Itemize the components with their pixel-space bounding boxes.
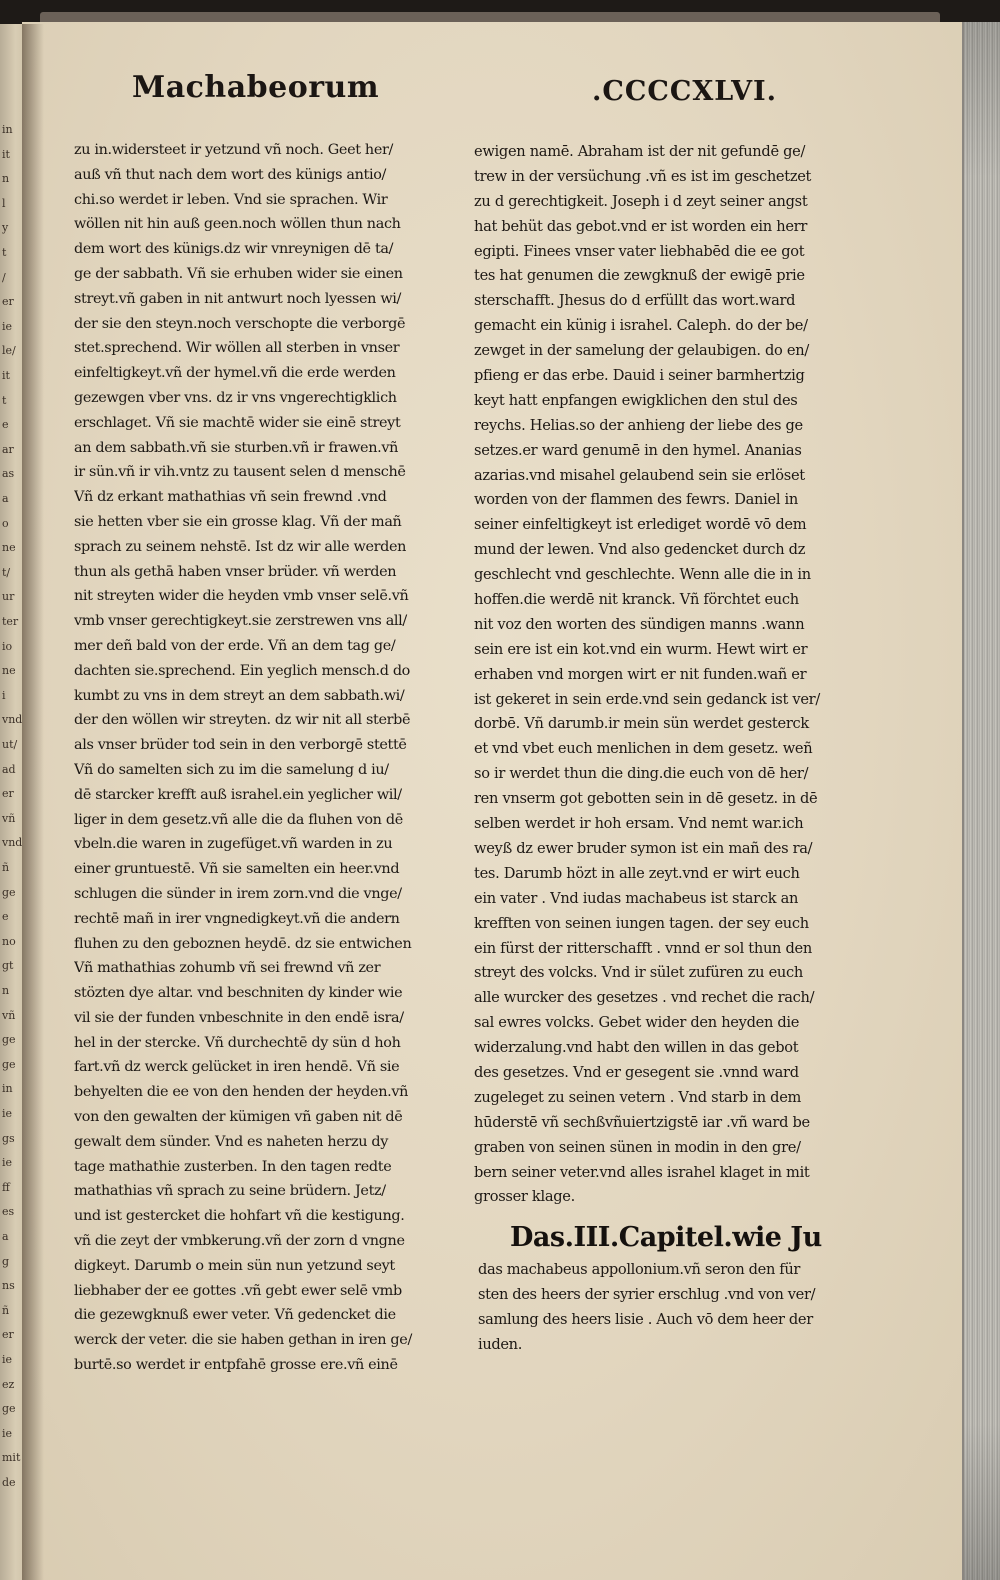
- left-page-fragment: ie: [2, 1107, 13, 1120]
- text-line: ist gekeret in sein erde.vnd sein gedanck ist ver/: [474, 690, 820, 708]
- text-line: liger in dem gesetz.vñ alle die da fluhen von dē: [74, 811, 403, 828]
- text-line: nit voz den worten des sündigen manns .wann: [474, 615, 805, 633]
- text-line: grosser klage.: [474, 1188, 575, 1206]
- text-line: und ist gestercket die hohfart vñ die kestigung.: [74, 1208, 405, 1225]
- text-line: rechtē mañ in irer vngnedigkeyt.vñ die andern: [74, 910, 400, 927]
- text-line: dachten sie.sprechend. Ein yeglich mensch.d do: [74, 662, 411, 679]
- text-line: graben von seinen sünen in modin in den gre/: [474, 1138, 801, 1156]
- text-line: ren vnserm got gebotten sein in dē gesetz. in dē: [474, 790, 818, 808]
- text-line: so ir werdet thun die ding.die euch von dē her/: [474, 765, 809, 783]
- left-page-fragment: gs: [2, 1131, 15, 1145]
- text-line: seiner einfeltigkeyt ist erlediget wordē vō dem: [474, 516, 807, 534]
- left-page-fragment: io: [2, 639, 13, 653]
- text-line: zu in.widersteet ir yetzund vñ noch. Geet her/: [74, 142, 394, 158]
- left-page-fragment: vnd: [2, 713, 23, 727]
- text-line: sterschafft. Jhesus do d erfüllt das wort.ward: [474, 292, 796, 310]
- text-line: bern seiner veter.vnd alles israhel klaget in mit: [474, 1163, 810, 1181]
- text-line: sein ere ist ein kot.vnd ein wurm. Hewt wirt er: [474, 640, 808, 658]
- text-line: wöllen nit hin auß geen.noch wöllen thun nach: [74, 216, 401, 233]
- text-line: iuden.: [478, 1335, 522, 1353]
- text-line: vbeln.die waren in zugefüget.vñ warden in zu: [74, 836, 393, 853]
- left-page-fragment: ff: [2, 1180, 10, 1194]
- text-line: behyelten die ee von den henden der heyden.vñ: [74, 1084, 409, 1101]
- text-line: das machabeus appollonium.vñ seron den für: [478, 1261, 801, 1278]
- left-page-fragment: l: [2, 196, 6, 210]
- text-line: vil sie der funden vnbeschnite in den endē isra/: [74, 1009, 404, 1026]
- left-page-fragment: t/: [2, 565, 11, 579]
- left-page-fragment: in: [2, 123, 13, 136]
- left-text-column: [74, 138, 414, 1378]
- text-line: krefften von seinen iungen tagen. der sey euch: [474, 914, 809, 932]
- left-page-fragment: de: [2, 1476, 16, 1489]
- text-line: des gesetzes. Vnd er gesegent sie .vnnd ward: [474, 1063, 799, 1081]
- text-line: gewalt dem sünder. Vnd es naheten herzu dy: [74, 1133, 389, 1150]
- left-page-fragment: it: [2, 147, 10, 161]
- text-line: hel in der stercke. Vñ durchechtē dy sün d hoh: [74, 1034, 401, 1051]
- text-line: kumbt zu vns in dem streyt an dem sabbath.wi/: [74, 687, 405, 704]
- text-line: sie hetten vber sie ein grosse klag. Vñ der mañ: [74, 513, 402, 530]
- running-title: Machabeorum: [132, 70, 380, 105]
- text-line: keyt hatt enpfangen ewigklichen den stul des: [474, 391, 798, 409]
- text-line: Vñ do samelten sich zu im die samelung d iu/: [74, 761, 389, 778]
- left-page-fragment: mit: [2, 1451, 21, 1465]
- left-page-fragment: ut/: [2, 738, 18, 751]
- chapter-summary: [478, 1258, 838, 1358]
- left-page-fragment: ie: [2, 319, 13, 333]
- left-page-fragment: ge: [2, 1033, 16, 1047]
- text-line: geschlecht vnd geschlechte. Wenn alle die in in: [474, 566, 811, 584]
- left-page-fragment: ge: [2, 1057, 16, 1071]
- left-page-fragment: le/: [2, 344, 16, 358]
- left-page-fragment: ne: [2, 541, 16, 555]
- left-page-fragment: ar: [2, 442, 14, 456]
- left-page-fragment: gt: [2, 959, 14, 973]
- text-line: selben werdet ir hoh ersam. Vnd nemt war.ich: [474, 815, 804, 833]
- left-page-fragment: ie: [2, 1156, 13, 1170]
- left-page-fragment: es: [2, 1205, 15, 1219]
- text-line: stet.sprechend. Wir wöllen all sterben in vnser: [74, 340, 400, 357]
- left-page-fragment: ñ: [2, 1303, 10, 1317]
- text-line: weyß dz ewer bruder symon ist ein mañ des ra/: [474, 839, 813, 857]
- left-page-fragment: a: [2, 1230, 9, 1243]
- text-line: nit streyten wider die heyden vmb vnser selē.vñ: [74, 588, 409, 605]
- left-page-fragment: ur: [2, 590, 15, 604]
- left-page-fragment: no: [2, 934, 16, 948]
- left-page-fragment: ie: [2, 1426, 13, 1440]
- text-line: hūderstē vñ sechßvñuiertzigstē iar .vñ ward be: [474, 1113, 810, 1131]
- text-line: digkeyt. Darumb o mein sün nun yetzund seyt: [74, 1257, 395, 1274]
- folio-number: .CCCCXLVI.: [592, 76, 778, 107]
- text-line: sal ewres volcks. Gebet wider den heyden die: [474, 1014, 800, 1032]
- text-line: mund der lewen. Vnd also gedencket durch dz: [474, 541, 806, 559]
- left-page-fragment: n: [2, 172, 10, 186]
- left-page-fragment: ns: [2, 1279, 15, 1293]
- book-top-edge: [0, 0, 1000, 24]
- text-line: worden von der flammen des fewrs. Daniel in: [474, 491, 799, 509]
- text-line: streyt.vñ gaben in nit antwurt noch lyessen wi/: [74, 290, 402, 307]
- text-line: einer gruntuestē. Vñ sie samelten ein heer.vnd: [74, 861, 400, 878]
- left-page-fragment: ne: [2, 664, 16, 678]
- text-line: gezewgen vber vns. dz ir vns vngerechtigklich: [74, 389, 397, 406]
- text-line: vñ die zeyt der vmbkerung.vñ der zorn d vngne: [74, 1233, 405, 1250]
- left-page-fragment: ez: [2, 1377, 15, 1391]
- text-line: die gezewgknuß ewer veter. Vñ gedencket die: [74, 1307, 396, 1324]
- text-line: zu d gerechtigkeit. Joseph i d zeyt seiner angst: [474, 192, 808, 210]
- left-page-fragment: i: [2, 688, 6, 702]
- left-page-fragment: g: [2, 1254, 10, 1268]
- text-line: samlung des heers lisie . Auch vō dem heer der: [478, 1310, 813, 1328]
- text-line: reychs. Helias.so der anhieng der liebe des ge: [474, 416, 803, 434]
- text-line: von den gewalten der kümigen vñ gaben nit dē: [74, 1109, 403, 1126]
- page-edges: [962, 22, 1000, 1580]
- left-page-fragment: y: [2, 221, 9, 235]
- right-text-column: [474, 140, 844, 1210]
- text-line: egipti. Finees vnser vater liebhabēd die ee got: [474, 242, 805, 260]
- text-line: tage mathathie zusterben. In den tagen redte: [74, 1158, 392, 1175]
- text-line: dorbē. Vñ darumb.ir mein sün werdet gesterck: [474, 715, 809, 733]
- left-page-fragment: er: [2, 787, 14, 801]
- text-line: als vnser brüder tod sein in den verborgē stettē: [74, 737, 407, 754]
- left-page-fragment: e: [2, 910, 9, 924]
- text-line: stözten dye altar. vnd beschniten dy kinder wie: [74, 985, 403, 1002]
- left-page-fragment: as: [2, 467, 15, 481]
- left-page-fragment: ñ: [2, 861, 10, 874]
- text-line: zewget in der samelung der gelaubigen. do en/: [474, 342, 809, 360]
- text-line: thun als gethā haben vnser brüder. vñ werden: [74, 563, 397, 580]
- left-page-fragment: ie: [2, 1353, 13, 1366]
- text-line: der den wöllen wir streyten. dz wir nit all sterbē: [74, 712, 411, 729]
- left-page-fragment: it: [2, 369, 10, 382]
- text-line: dem wort des künigs.dz wir vnreynigen dē ta/: [74, 241, 394, 258]
- text-line: liebhaber der ee gottes .vñ gebt ewer selē vmb: [74, 1282, 402, 1299]
- text-line: widerzalung.vnd habt den willen in das gebot: [474, 1039, 799, 1057]
- text-line: erhaben vnd morgen wirt er nit funden.wañ er: [474, 665, 807, 683]
- text-line: Vñ mathathias zohumb vñ sei frewnd vñ zer: [74, 960, 381, 977]
- text-line: tes. Darumb hözt in alle zeyt.vnd er wirt euch: [474, 864, 800, 882]
- text-line: einfeltigkeyt.vñ der hymel.vñ die erde werden: [74, 365, 396, 382]
- text-line: pfieng er das erbe. Dauid i seiner barmhertzig: [474, 367, 805, 385]
- text-line: mathathias vñ sprach zu seine brüdern. Jetz/: [74, 1183, 386, 1200]
- text-line: hoffen.die werdē nit kranck. Vñ förchtet euch: [474, 591, 799, 609]
- text-line: gemacht ein künig i israhel. Caleph. do der be/: [474, 317, 808, 335]
- text-line: tes hat genumen die zewgknuß der ewigē prie: [474, 267, 805, 285]
- text-line: auß vñ thut nach dem wort des künigs antio/: [74, 166, 387, 183]
- text-line: ir sün.vñ ir vih.vntz zu tausent selen d menschē: [74, 464, 406, 481]
- text-line: hat behüt das gebot.vnd er ist worden ein herr: [474, 217, 808, 235]
- text-line: vmb vnser gerechtigkeyt.sie zerstrewen vns all/: [74, 613, 407, 630]
- left-page-fragment: er: [2, 1328, 14, 1342]
- left-page-fragment: t: [2, 246, 7, 259]
- left-page-fragment: ge: [2, 1402, 16, 1416]
- left-page-fragment: er: [2, 295, 14, 309]
- left-page-fragment: o: [2, 516, 9, 530]
- text-line: erschlaget. Vñ sie machtē wider sie einē streyt: [74, 414, 401, 431]
- chapter-heading: Das.III.Capitel.wie Ju: [510, 1222, 822, 1253]
- text-line: werck der veter. die sie haben gethan in iren ge/: [74, 1332, 412, 1349]
- text-line: chi.so werdet ir leben. Vnd sie sprachen. Wir: [74, 191, 388, 208]
- text-line: an dem sabbath.vñ sie sturben.vñ ir frawen.vñ: [74, 439, 399, 456]
- text-line: alle wurcker des gesetzes . vnd rechet die rach/: [474, 989, 815, 1007]
- left-page-fragment: vñ: [2, 1008, 16, 1022]
- text-line: azarias.vnd misahel gelaubend sein sie erlöset: [474, 466, 805, 484]
- text-line: zugeleget zu seinen vetern . Vnd starb in dem: [474, 1088, 802, 1106]
- text-line: fluhen zu den geboznen heydē. dz sie entwichen: [74, 935, 412, 952]
- text-line: fart.vñ dz werck gelücket in iren hendē. Vñ sie: [74, 1059, 400, 1076]
- text-line: et vnd vbet euch menlichen in dem gesetz. weñ: [474, 740, 813, 758]
- left-page-fragment: vnd: [2, 836, 23, 850]
- left-page-fragment: /: [2, 270, 6, 284]
- text-line: burtē.so werdet ir entpfahē grosse ere.vñ einē: [74, 1357, 398, 1374]
- gutter-shadow: [22, 24, 44, 1580]
- left-page-fragment: t: [2, 393, 7, 407]
- text-line: schlugen die sünder in irem zorn.vnd die vnge/: [74, 885, 402, 902]
- left-page-fragment: a: [2, 492, 9, 505]
- text-line: setzes.er ward genumē in den hymel. Ananias: [474, 441, 802, 459]
- text-line: trew in der versüchung .vñ es ist im geschetzet: [474, 167, 812, 185]
- left-page-fragment: n: [2, 984, 10, 997]
- text-line: der sie den steyn.noch verschopte die verborgē: [74, 315, 406, 332]
- left-page-fragment: ge: [2, 885, 16, 899]
- left-page-fragment: e: [2, 418, 9, 432]
- left-page-fragment: vñ: [2, 811, 16, 825]
- left-page-fragment: ad: [2, 762, 16, 776]
- left-page-fragment: in: [2, 1082, 13, 1096]
- text-line: streyt des volcks. Vnd ir sület zufüren zu euch: [474, 964, 803, 982]
- text-line: dē starcker krefft auß israhel.ein yeglicher wil/: [74, 786, 402, 803]
- text-line: ein fürst der ritterschafft . vnnd er sol thun den: [474, 939, 812, 957]
- text-line: mer deñ bald von der erde. Vñ an dem tag ge/: [74, 637, 396, 654]
- text-line: sten des heers der syrier erschlug .vnd von ver/: [478, 1285, 816, 1303]
- text-line: ein vater . Vnd iudas machabeus ist starck an: [474, 889, 799, 907]
- text-line: sprach zu seinem nehstē. Ist dz wir alle werden: [74, 538, 407, 555]
- text-line: Vñ dz erkant mathathias vñ sein frewnd .vnd: [74, 489, 387, 506]
- text-line: ge der sabbath. Vñ sie erhuben wider sie einen: [74, 265, 403, 282]
- text-line: ewigen namē. Abraham ist der nit gefundē ge/: [474, 143, 806, 160]
- left-page-fragment: ter: [2, 615, 19, 628]
